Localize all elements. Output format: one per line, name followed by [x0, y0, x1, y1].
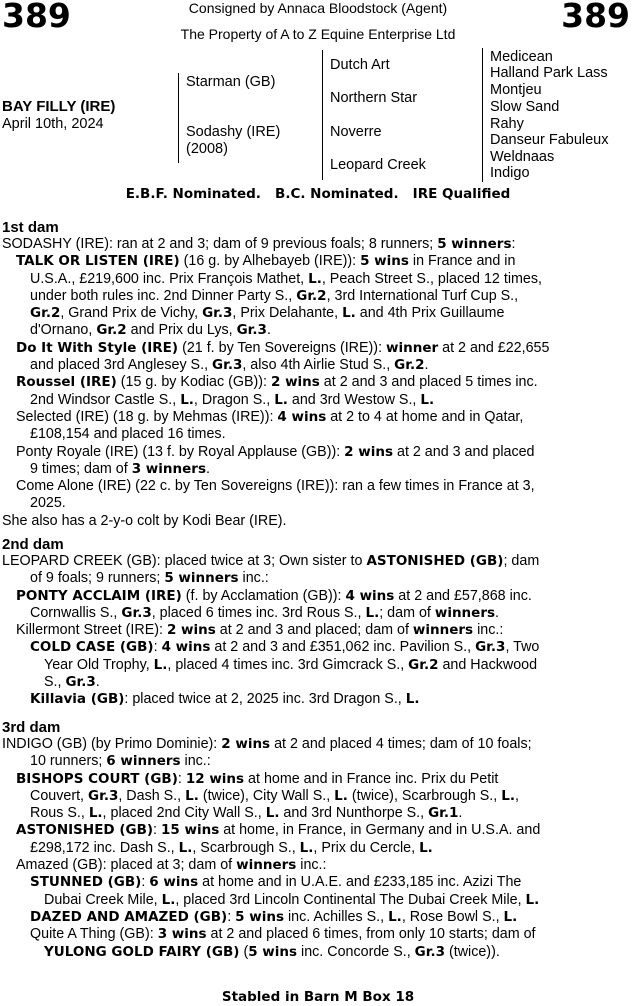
- pedigree-line-1: [178, 73, 179, 163]
- g3-0: Medicean: [490, 49, 553, 65]
- first-dam-block: SODASHY (IRE): ran at 2 and 3; dam of 9 previous foals; 8 runners; 5 winners: TALK OR LISTEN (IRE) (16 g. by Alhebayeb (IRE)): 5 wins in France and in U.S.A., £219,600 inc. Prix François Mathet, L., Peach Street S., placed 12 times, under both rules inc. 2nd Dinner Party S., Gr.2, 3rd International Turf Cup S., Gr.2, Grand Prix de Vichy, Gr.3, Prix Delahante, L. and 4th Prix Guillaume d'Ornano, Gr.2 and Prix du Lys, Gr.3. Do It With Style (IRE) (21 f. by Ten Sovereigns (IRE)): winner at 2 and £22,655 and placed 3rd Anglesey S., Gr.3, also 4th Airlie Stud S., Gr.2. Roussel (IRE) (15 g. by Kodiac (GB)): 2 wins at 2 and 3 and placed 5 times inc. 2nd Windsor Castle S., L., Dragon S., L. and 3rd Westow S., L. Selected (IRE) (18 g. by Mehmas (IRE)): 4 wins at 2 to 4 at home and in Qatar, £108,154 and placed 16 times. Ponty Royale (IRE) (13 f. by Royal Applause (GB)): 2 wins at 2 and 3 and placed 9 times; dam of 3 winners. Come Alone (IRE) (22 c. by Ten Sovereigns (IRE)): ran a few times in France at 3, 2025. She also has a 2-y-o colt by Kodi Bear (IRE).: [2, 236, 550, 529]
- horse-foaled: April 10th, 2024: [2, 116, 104, 132]
- third-dam-block: INDIGO (GB) (by Primo Dominie): 2 wins at 2 and placed 4 times; dam of 10 foals; 10 runners; 6 winners inc.: BISHOPS COURT (GB): 12 wins at home and in France inc. Prix du Petit Couvert, Gr.3, Dash S., L. (twice), City Wall S., L. (twice), Scarbrough S., L., Rous S., L., placed 2nd City Wall S., L. and 3rd Nunthorpe S., Gr.1. ASTONISHED (GB): 15 wins at home, in France, in Germany and in U.S.A. and £298,172 inc. Dash S., L., Scarbrough S., L., Prix du Cercle, L. Amazed (GB): placed at 3; dam of winners inc.: STUNNED (GB): 6 wins at home and in U.A.E. and £233,185 inc. Azizi The Dubai Creek Mile, L., placed 3rd Lincoln Continental The Dubai Creek Mile, L. DAZED AND AMAZED (GB): 5 wins inc. Achilles S., L., Rose Bowl S., L. Quite A Thing (GB): 3 wins at 2 and placed 6 times, from only 10 starts; dam of YULONG GOLD FAIRY (GB) (5 wins inc. Concorde S., Gr.3 (twice)).: [2, 736, 541, 960]
- sire-dam: Northern Star: [330, 90, 418, 106]
- dam-year: (2008): [186, 141, 228, 157]
- section-second-dam: 2nd dam: [2, 536, 64, 553]
- consignor: Consigned by Annaca Bloodstock (Agent): [188, 0, 448, 16]
- owner: The Property of A to Z Equine Enterprise Ltd: [180, 26, 456, 42]
- g3-7: Indigo: [490, 165, 530, 181]
- g3-1: Halland Park Lass: [490, 65, 608, 81]
- g3-6: Weldnaas: [490, 149, 555, 165]
- horse-name: BAY FILLY (IRE): [2, 98, 116, 115]
- pedigree-line-3: [482, 48, 483, 182]
- stabling-info: Stabled in Barn M Box 18: [221, 989, 415, 1005]
- g3-4: Rahy: [490, 116, 524, 132]
- section-third-dam: 3rd dam: [2, 719, 61, 736]
- dam-dam: Leopard Creek: [330, 157, 426, 173]
- sire-sire: Dutch Art: [330, 57, 390, 73]
- lot-number-right: 389: [561, 0, 630, 35]
- section-first-dam: 1st dam: [2, 219, 59, 236]
- dam-sire: Noverre: [330, 124, 382, 140]
- g3-3: Slow Sand: [490, 99, 560, 115]
- g3-5: Danseur Fabuleux: [490, 132, 609, 148]
- sire: Starman (GB): [186, 74, 276, 90]
- dam: Sodashy (IRE): [186, 124, 281, 140]
- nominations: E.B.F. Nominated. B.C. Nominated. IRE Qualified: [125, 186, 511, 202]
- pedigree-line-2: [322, 50, 323, 180]
- lot-number-left: 389: [2, 0, 71, 35]
- g3-2: Montjeu: [490, 82, 542, 98]
- second-dam-block: LEOPARD CREEK (GB): placed twice at 3; Own sister to ASTONISHED (GB); dam of 9 foals; 9 runners; 5 winners inc.: PONTY ACCLAIM (IRE) (f. by Acclamation (GB)): 4 wins at 2 and £57,868 inc. Cornwallis S., Gr.3, placed 6 times inc. 3rd Rous S., L.; dam of winners. Killermont Street (IRE): 2 wins at 2 and 3 and placed; dam of winners inc.: COLD CASE (GB): 4 wins at 2 and 3 and £351,062 inc. Pavilion S., Gr.3, Two Year Old Trophy, L., placed 4 times inc. 3rd Gimcrack S., Gr.2 and Hackwood S., Gr.3. Killavia (GB): placed twice at 2, 2025 inc. 3rd Dragon S., L.: [2, 553, 540, 708]
